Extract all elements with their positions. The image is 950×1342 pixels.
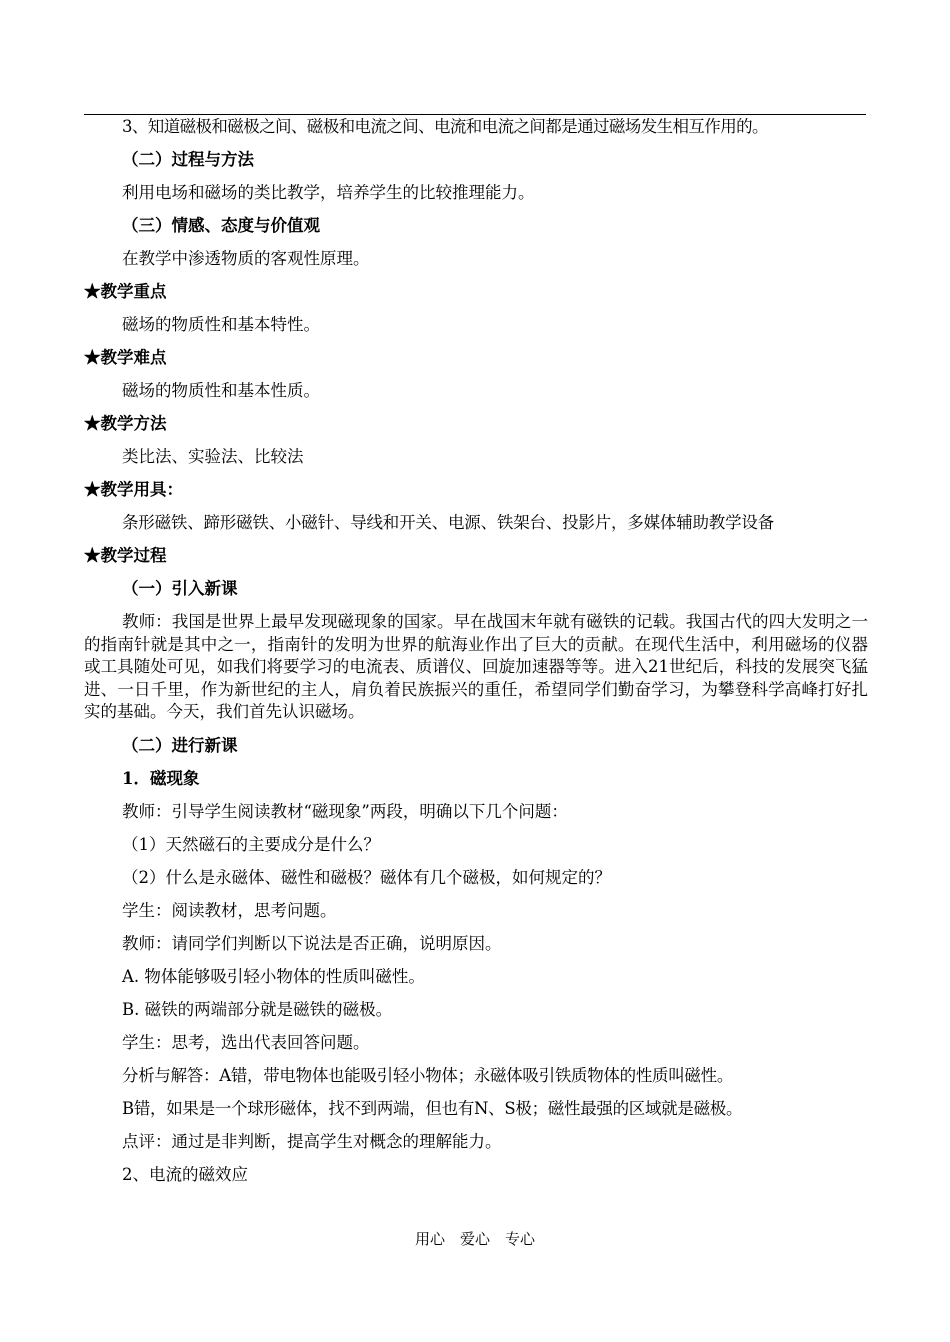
text-analysis: 分析与解答：A错，带电物体也能吸引轻小物体；永磁体吸引铁质物体的性质叫磁性。 [122,1065,734,1085]
heading-process-method: （二）过程与方法 [122,150,254,169]
paragraph-introduction: 教师：我国是世界上最早发现磁现象的国家。早在战国末年就有磁铁的记载。我国古代的四大发明之一的指南针就是其中之一，指南针的发明为世界的航海业作出了巨大的贡献。在现代生活中，利用磁场的仪器或工具随处可见，如我们将要学习的电流表、质谱仪、回旋加速器等等。进入21世纪后，科技的发展突飞猛进、一日千里，作为新世纪的主人，肩负着民族振兴的重任，希望同学们勤奋学习，为攀登科学高峰打好扎实的基础。今天，我们首先认识磁场。 [84,612,868,721]
text-process-method: 利用电场和磁场的类比教学，培养学生的比较推理能力。 [122,183,535,202]
text-key-points: 磁场的物质性和基本特性。 [122,315,320,334]
heading-emotion-values: （三）情感、态度与价值观 [122,216,320,235]
statement-a: A. 物体能够吸引轻小物体的性质叫磁性。 [122,966,425,986]
page-footer: 用心 爱心 专心 [414,1230,535,1248]
objective-3: 3、知道磁极和磁极之间、磁极和电流之间、电流和电流之间都是通过磁场发生相互作用的。 [122,117,768,136]
heading-teaching-tools: ★教学用具： [84,480,183,499]
heading-magnetism: 1．磁现象 [122,768,200,788]
question-1: （1）天然磁石的主要成分是什么？ [122,834,380,854]
text-student-reading: 学生：阅读教材，思考问题。 [122,900,337,920]
text-b-wrong: B错，如果是一个球形磁体，找不到两端，但也有N、S极；磁性最强的区域就是磁极。 [122,1098,743,1118]
statement-b: B. 磁铁的两端部分就是磁铁的磁极。 [122,999,393,1019]
text-student-answer: 学生：思考，选出代表回答问题。 [122,1032,370,1052]
heading-teaching-method: ★教学方法 [84,414,167,433]
text-emotion-values: 在教学中渗透物质的客观性原理。 [122,249,370,268]
document-body [84,116,868,1197]
text-comment: 点评：通过是非判断，提高学生对概念的理解能力。 [122,1131,502,1151]
header-rule [84,114,866,115]
heading-difficult-points: ★教学难点 [84,348,167,367]
heading-introduction: （一）引入新课 [122,579,238,598]
heading-teaching-procedure: ★教学过程 [84,546,167,565]
text-teacher-guide: 教师：引导学生阅读教材“磁现象”两段，明确以下几个问题： [122,801,568,821]
heading-new-lesson: （二）进行新课 [122,735,238,755]
question-2: （2）什么是永磁体、磁性和磁极？磁体有几个磁极，如何规定的？ [122,867,611,887]
text-difficult-points: 磁场的物质性和基本性质。 [122,381,320,400]
heading-current-magnetic-effect: 2、电流的磁效应 [122,1164,248,1184]
heading-key-points: ★教学重点 [84,282,167,301]
text-teaching-tools: 条形磁铁、蹄形磁铁、小磁针、导线和开关、电源、铁架台、投影片，多媒体辅助教学设备 [122,513,775,532]
text-teaching-method: 类比法、实验法、比较法 [122,447,304,466]
text-teacher-judge: 教师：请同学们判断以下说法是否正确，说明原因。 [122,933,502,953]
